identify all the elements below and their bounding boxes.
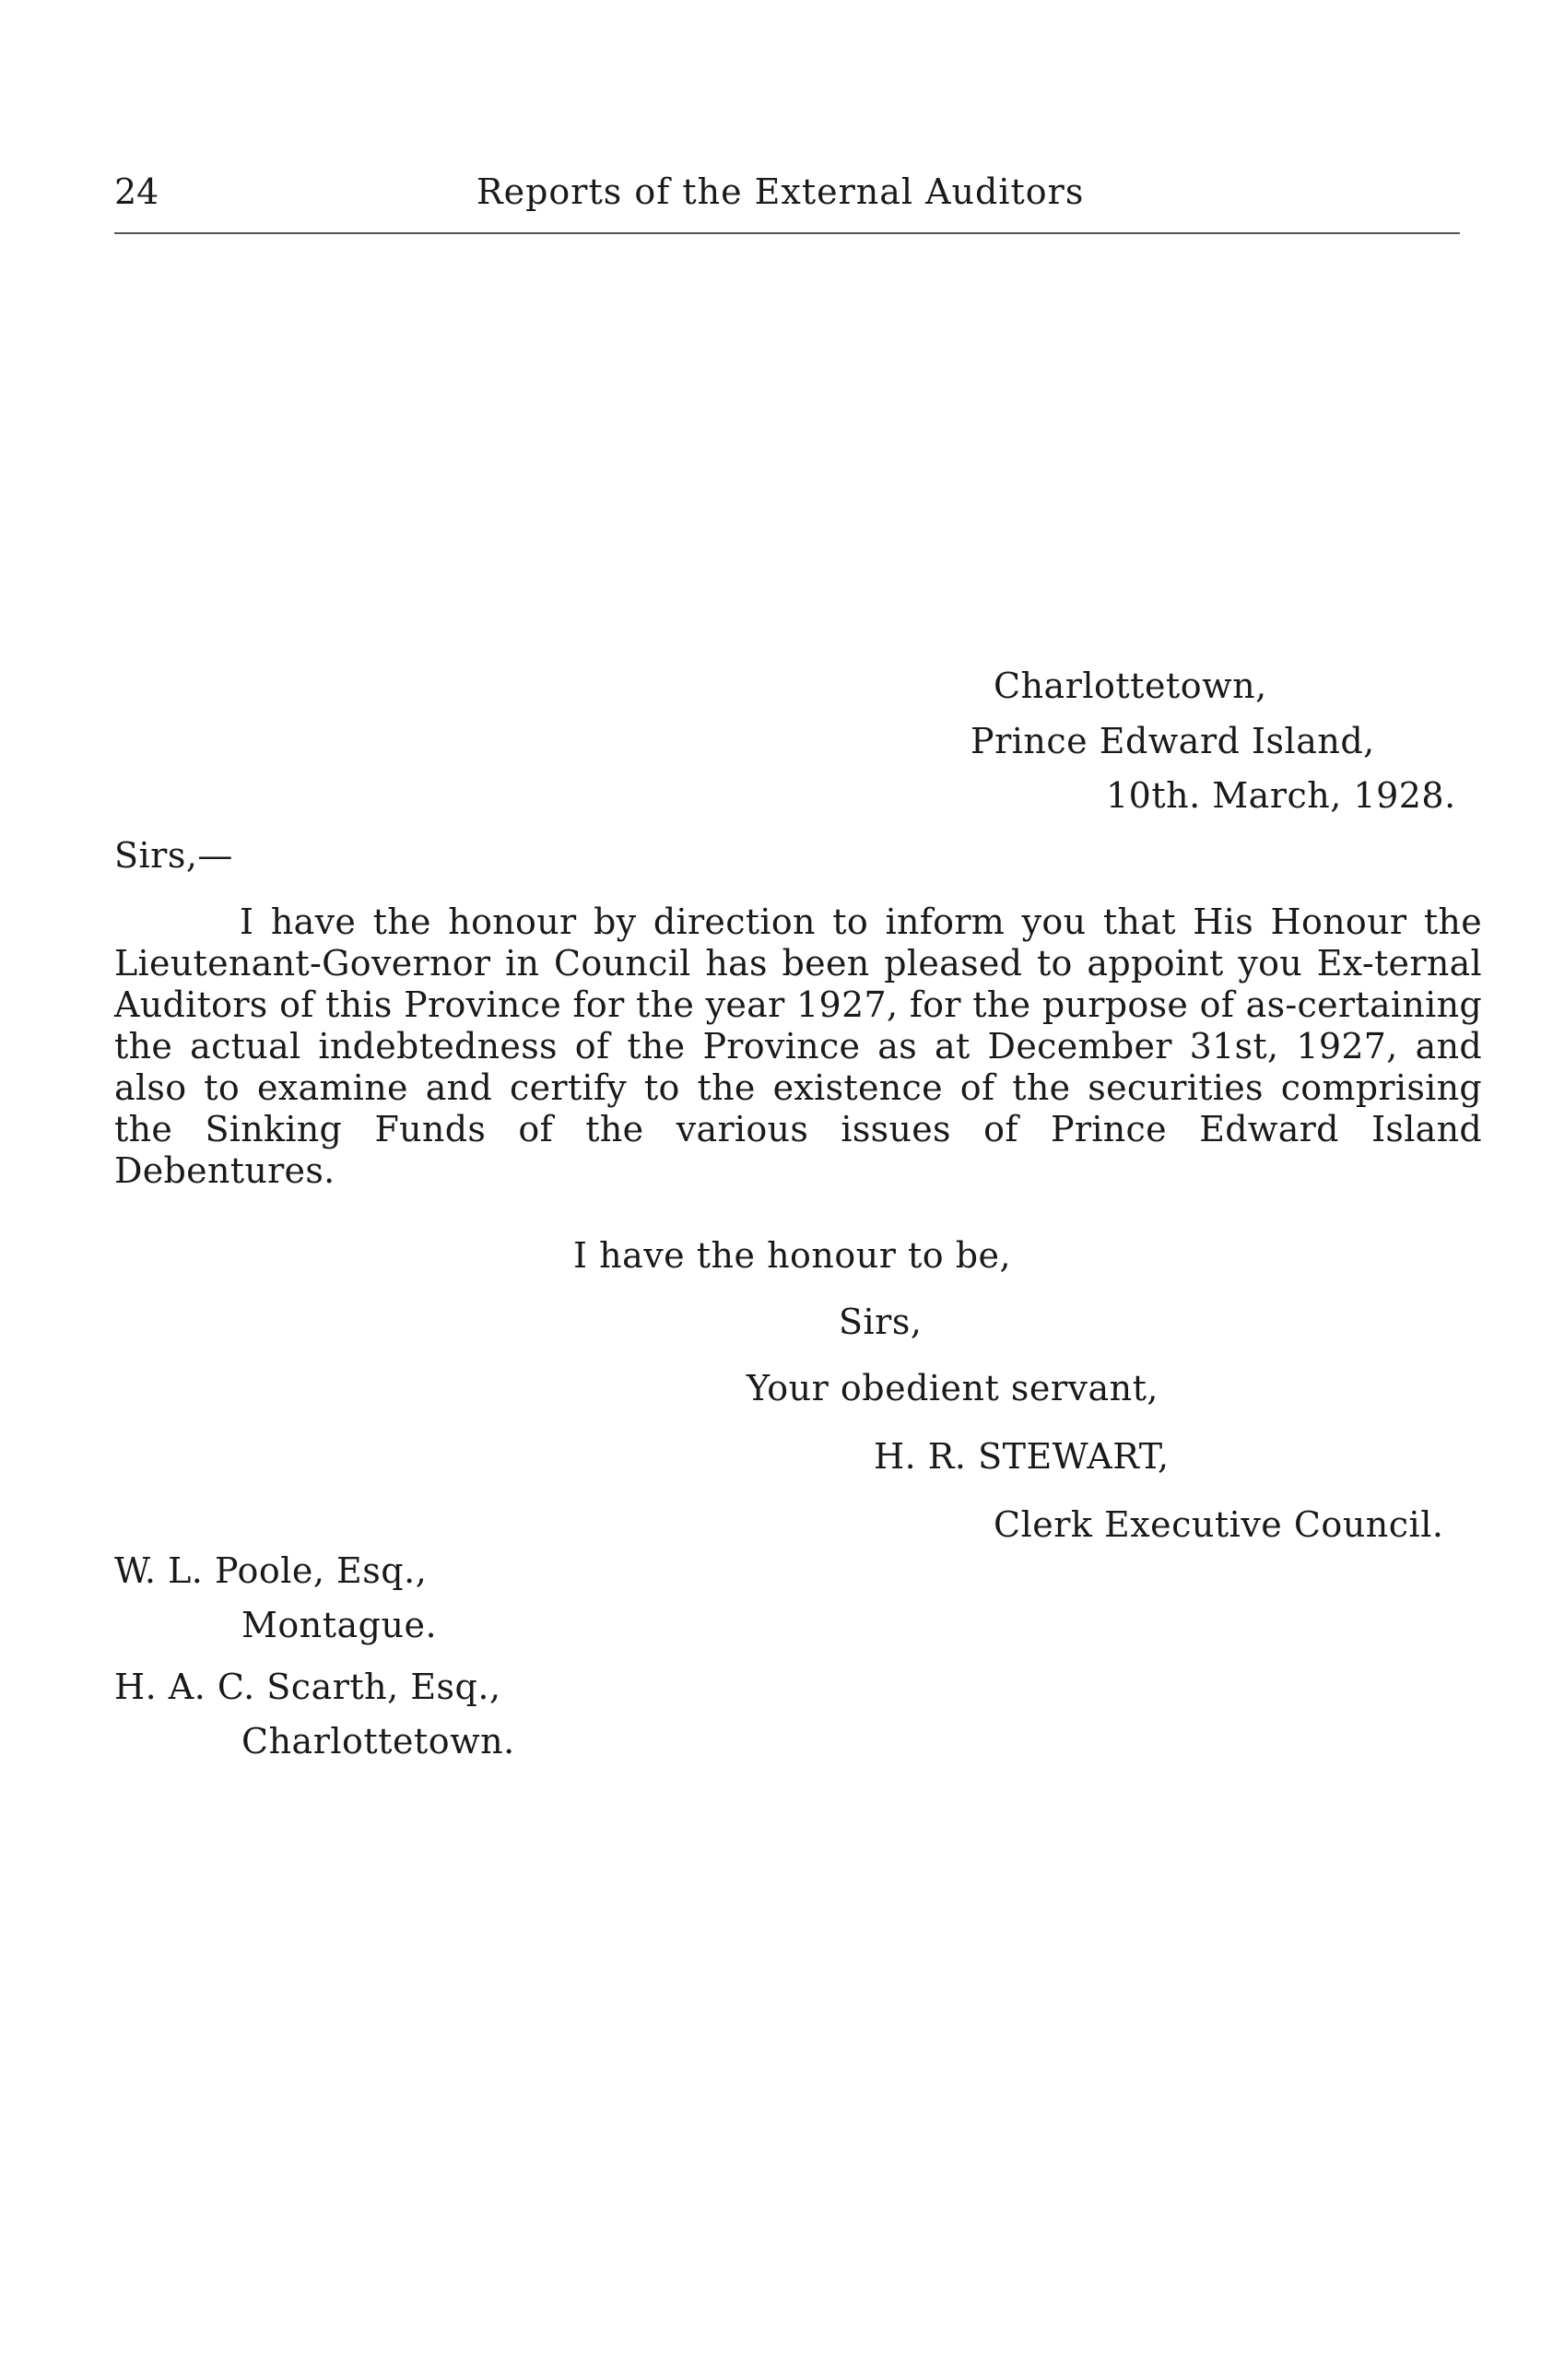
- running-title: Reports of the External Auditors: [476, 171, 1085, 212]
- dateline-date: 10th. March, 1928.: [1106, 775, 1456, 816]
- letter-body: I have the honour by direction to inform you that His Honour the Lieutenant-Governor in Council has been pleased to appoint you Ex-ternal Auditors of this Province for the year 1927, for the purpose of as-certaining the actual indebtedness of the Province as at December 31st, 1927, and also to examine and certify to the existence of the securities comprising the Sinking Funds of the various issues of Prince Edward Island Debentures.: [114, 901, 1482, 1191]
- addressee-place: Montague.: [241, 1605, 438, 1645]
- addressee-name: H. A. C. Scarth, Esq.,: [114, 1667, 501, 1707]
- signatory-name: H. R. STEWART,: [874, 1436, 1170, 1477]
- addressee-name: W. L. Poole, Esq.,: [114, 1550, 428, 1591]
- addressee-place: Charlottetown.: [241, 1721, 515, 1761]
- signatory-title: Clerk Executive Council.: [994, 1504, 1444, 1545]
- closing-servant: Your obedient servant,: [747, 1368, 1159, 1408]
- page-number: 24: [114, 171, 159, 212]
- dateline-city: Charlottetown,: [994, 666, 1267, 706]
- page-header: [114, 171, 1460, 227]
- closing-sirs: Sirs,: [839, 1302, 923, 1342]
- closing-line: I have the honour to be,: [573, 1235, 1012, 1276]
- header-rule: [114, 232, 1460, 234]
- salutation: Sirs,—: [114, 835, 233, 876]
- dateline-province: Prince Edward Island,: [970, 721, 1375, 761]
